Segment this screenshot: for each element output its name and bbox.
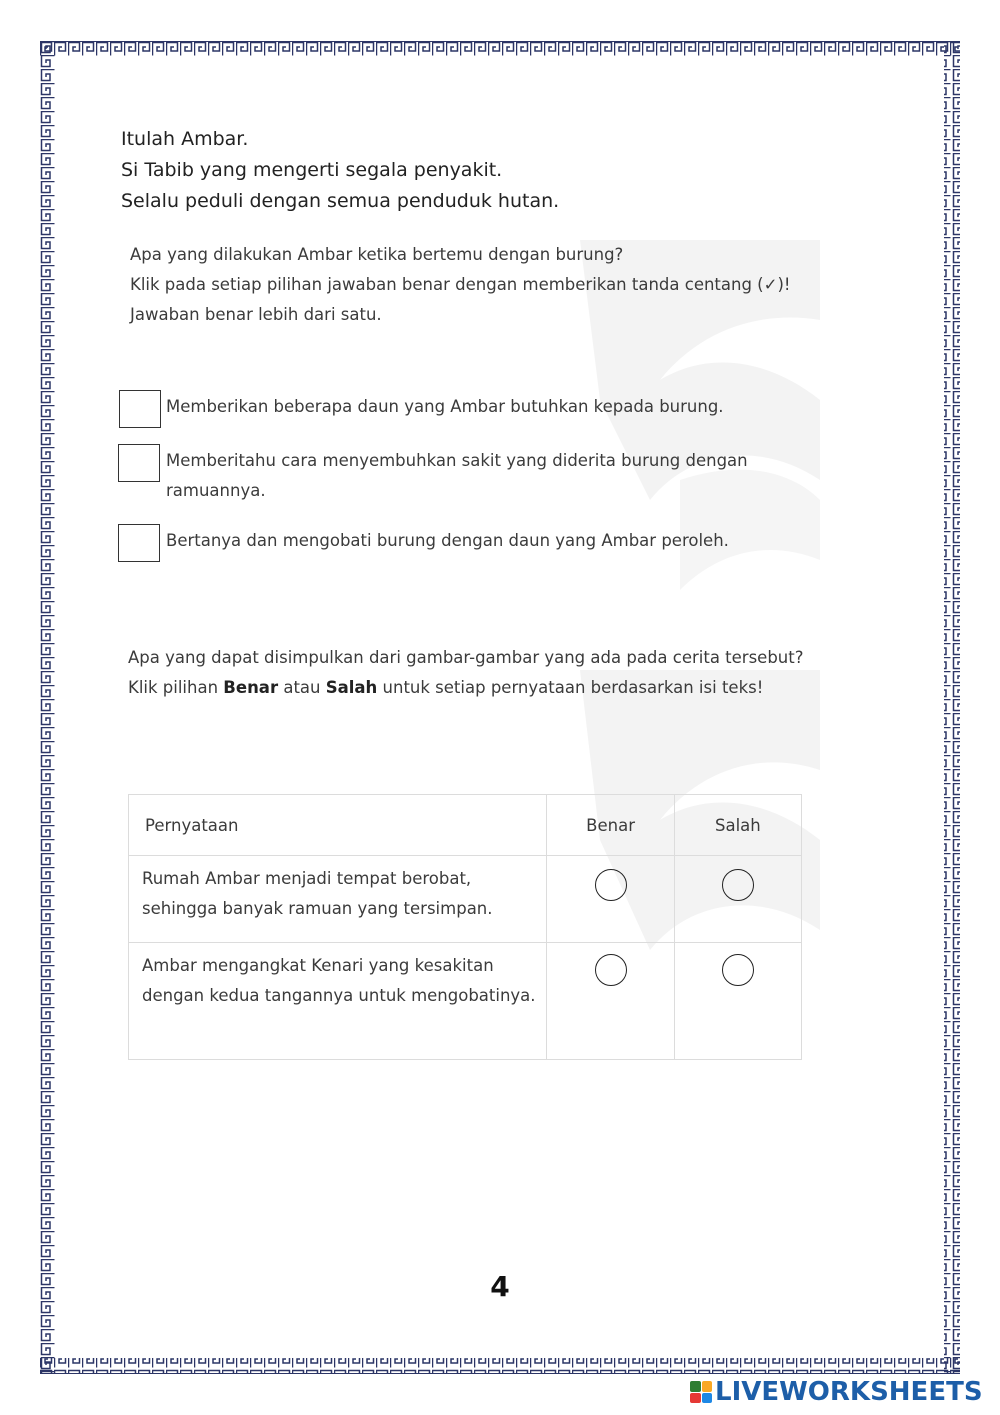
statement-2: Ambar mengangkat Kenari yang kesakitan dengan kedua tangannya untuk mengobatinya. [129, 943, 547, 1060]
statement-1-benar-radio[interactable] [595, 869, 627, 901]
table-row [129, 943, 802, 1060]
question-1 [130, 240, 810, 330]
story-line: Si Tabib yang mengerti segala penyakit. [121, 159, 503, 181]
question-2-instruction: Klik pilihan Benar atau Salah untuk setiap pernyataan berdasarkan isi teks! [128, 678, 764, 697]
option-3-label: Bertanya dan mengobati burung dengan daun yang Ambar peroleh. [166, 531, 729, 550]
statement-1-salah-cell [674, 856, 801, 943]
option-3-checkbox[interactable] [118, 524, 160, 562]
question-1-prompt: Apa yang dilakukan Ambar ketika bertemu dengan burung? [130, 245, 624, 264]
statement-2-salah-radio[interactable] [722, 954, 754, 986]
option-1-checkbox[interactable] [119, 390, 161, 428]
table-header-row [129, 795, 802, 856]
statement-table [128, 794, 802, 1060]
statement-1-salah-radio[interactable] [722, 869, 754, 901]
logo-text: LIVEWORKSHEETS [715, 1377, 983, 1407]
statement-1-benar-cell [547, 856, 674, 943]
statement-2-benar-cell [547, 943, 674, 1060]
story-line: Itulah Ambar. [121, 128, 249, 150]
question-2 [128, 643, 818, 703]
header-pernyataan: Pernyataan [129, 795, 547, 856]
statement-2-benar-radio[interactable] [595, 954, 627, 986]
option-1-label: Memberikan beberapa daun yang Ambar butuhkan kepada burung. [166, 397, 724, 416]
story-text [121, 124, 559, 217]
page-number: 4 [490, 1270, 510, 1303]
benar-emphasis: Benar [223, 678, 279, 697]
table-row [129, 856, 802, 943]
header-salah: Salah [674, 795, 801, 856]
option-2-checkbox[interactable] [118, 444, 160, 482]
liveworksheets-logo [690, 1375, 983, 1409]
header-benar: Benar [547, 795, 674, 856]
story-line: Selalu peduli dengan semua penduduk hutan. [121, 190, 560, 212]
question-1-instruction: Klik pada setiap pilihan jawaban benar dengan memberikan tanda centang (✓)! Jawaban benar lebih dari satu. [130, 275, 791, 324]
salah-emphasis: Salah [325, 678, 378, 697]
statement-2-salah-cell [674, 943, 801, 1060]
option-2-label: Memberitahu cara menyembuhkan sakit yang diderita burung dengan ramuannya. [166, 451, 748, 500]
logo-grid-icon [690, 1381, 712, 1403]
question-2-prompt: Apa yang dapat disimpulkan dari gambar-gambar yang ada pada cerita tersebut? [128, 648, 804, 667]
statement-1: Rumah Ambar menjadi tempat berobat, sehingga banyak ramuan yang tersimpan. [129, 856, 547, 943]
